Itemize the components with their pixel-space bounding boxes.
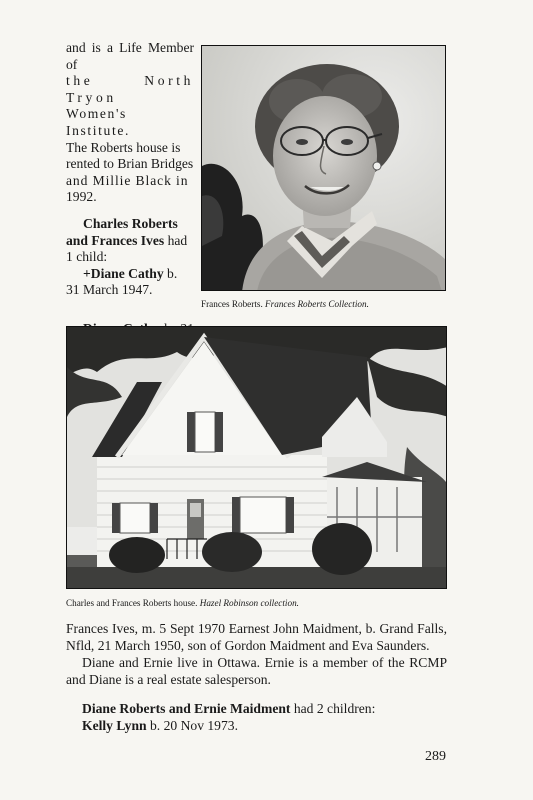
line: rented to Brian Bridges bbox=[66, 156, 194, 172]
marriage-paragraph: Frances Ives, m. 5 Sept 1970 Earnest John Maidment, b. Grand Falls, Nfld, 21 March 1950, son of Gordon Maidment and Eva Saunders. bbox=[66, 621, 447, 653]
couple-names: Charles Roberts and Frances Ives bbox=[66, 215, 178, 248]
line: Women's Institute. bbox=[66, 106, 130, 138]
portrait-caption bbox=[201, 298, 451, 310]
caption-text: Charles and Frances Roberts house. bbox=[66, 598, 200, 608]
caption-text: Frances Roberts. bbox=[201, 299, 266, 309]
line: the North Tryon bbox=[66, 73, 194, 105]
portrait-photo bbox=[201, 45, 446, 291]
house-image bbox=[67, 327, 447, 589]
residence-paragraph: Diane and Ernie live in Ottawa. Ernie is a member of the RCMP and Diane is a real estate salesperson. bbox=[66, 655, 447, 687]
caption-credit: Hazel Robinson collection. bbox=[199, 598, 299, 608]
page-number: 289 bbox=[425, 749, 446, 764]
couple-names: Diane Roberts and Ernie Maidment bbox=[82, 701, 291, 716]
couple-entry bbox=[66, 216, 194, 266]
line: and is a Life Member of bbox=[66, 40, 194, 72]
child-birth: b. 20 Nov 1973. bbox=[146, 718, 238, 733]
caption-credit: Frances Roberts Collection. bbox=[265, 299, 369, 309]
line: and Millie Black in bbox=[66, 172, 189, 188]
child-entry bbox=[66, 266, 194, 299]
child-birth: b. 31 March 1947. bbox=[66, 265, 178, 298]
house-caption bbox=[66, 597, 446, 609]
couple-children-count: had 2 children: bbox=[290, 701, 376, 716]
line: 1992. bbox=[66, 189, 97, 205]
child-name: Kelly Lynn bbox=[82, 718, 147, 733]
portrait-image bbox=[202, 46, 446, 291]
bottom-text bbox=[66, 620, 447, 734]
paragraph-institute bbox=[66, 40, 194, 206]
child-name: +Diane Cathy bbox=[83, 265, 164, 281]
couple-children-count: had 1 child: bbox=[66, 232, 188, 265]
couple-entry bbox=[82, 700, 447, 717]
left-text-column bbox=[66, 40, 194, 371]
line: The Roberts house is bbox=[66, 139, 181, 155]
house-photo bbox=[66, 326, 447, 589]
child-entry bbox=[82, 717, 447, 734]
